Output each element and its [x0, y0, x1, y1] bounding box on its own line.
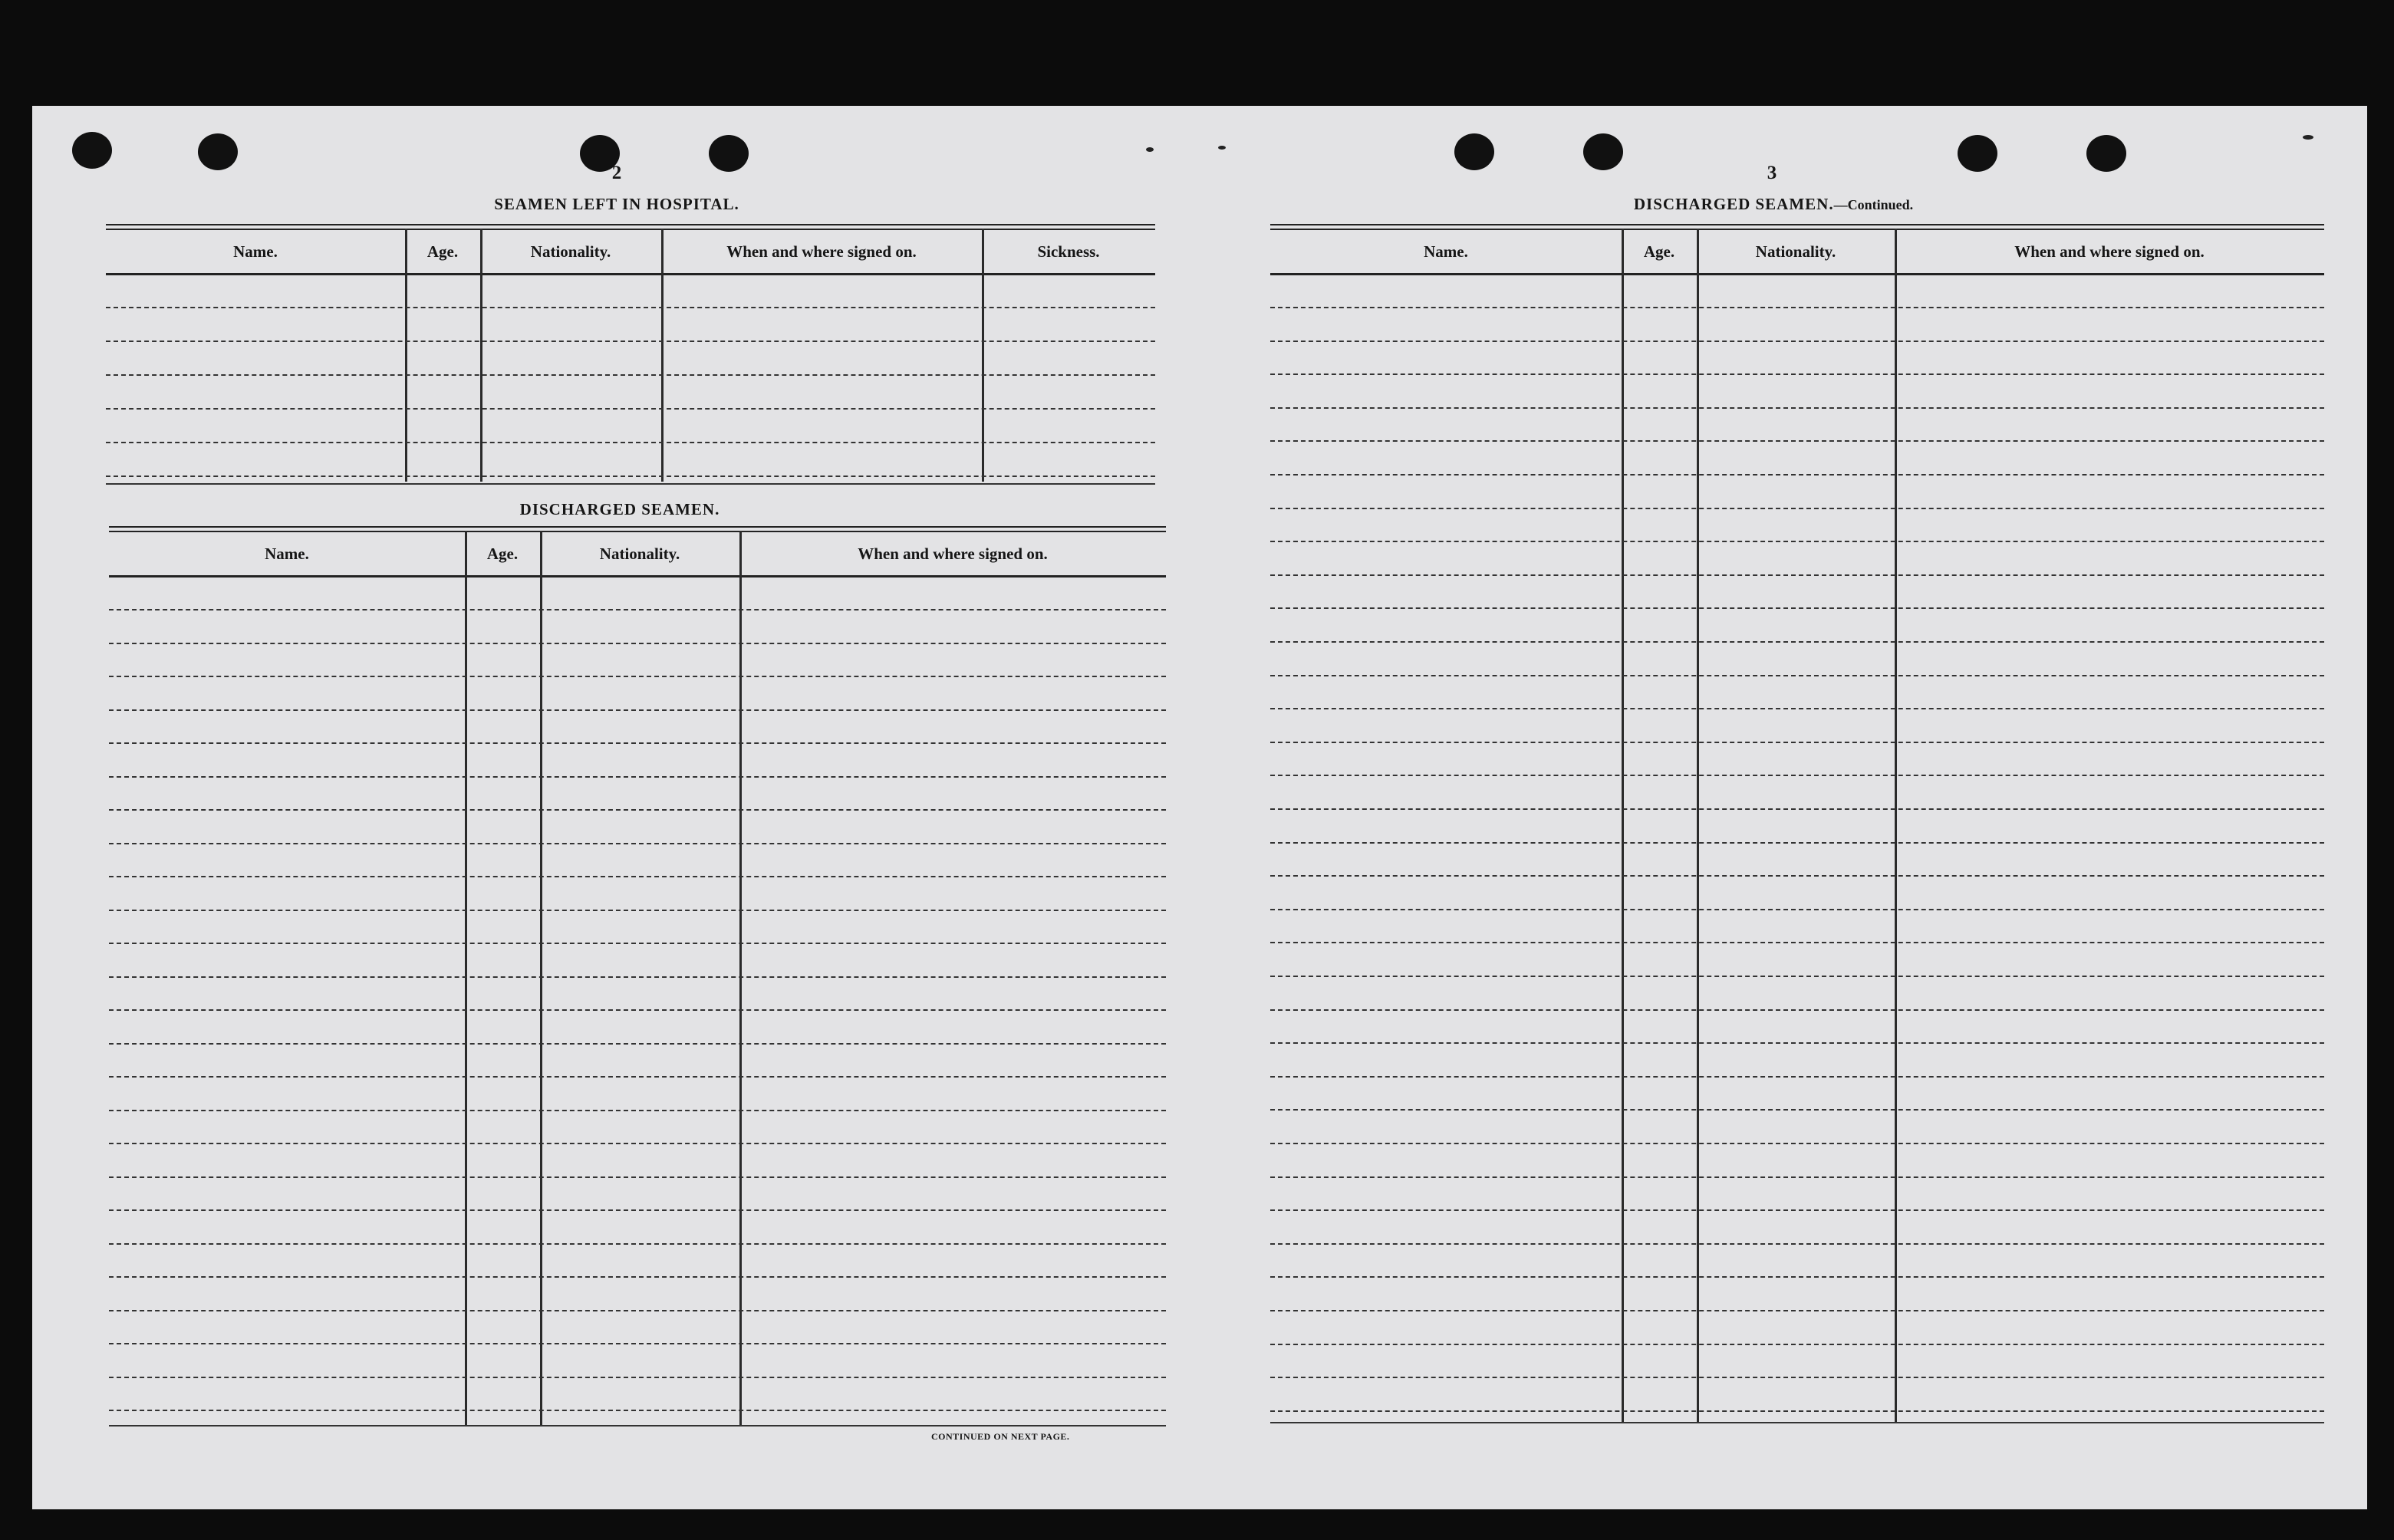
column-header-signed-on: When and where signed on. — [858, 545, 1048, 563]
entry-line — [106, 475, 1155, 477]
entry-line — [109, 742, 1166, 744]
entry-line — [106, 374, 1155, 376]
entry-line — [109, 876, 1166, 877]
column-divider — [661, 229, 664, 482]
header-top-rule — [106, 224, 1155, 230]
entry-line — [1270, 875, 2324, 877]
entry-line — [1270, 440, 2324, 442]
entry-line — [1270, 976, 2324, 977]
column-divider — [540, 531, 542, 1425]
punch-hole — [1583, 133, 1623, 170]
entry-line — [1270, 341, 2324, 342]
discharged-table-right — [1270, 224, 2324, 1426]
entry-line — [1270, 1009, 2324, 1011]
entry-line — [106, 307, 1155, 308]
entry-line — [1270, 1209, 2324, 1211]
column-header-nationality: Nationality. — [599, 545, 680, 563]
entry-line — [1270, 775, 2324, 776]
punch-hole — [709, 135, 749, 172]
entry-line — [1270, 1243, 2324, 1245]
ink-speck — [1146, 147, 1154, 152]
continued-note: CONTINUED ON NEXT PAGE. — [931, 1431, 1070, 1442]
entry-line — [1270, 1310, 2324, 1311]
entry-line — [109, 1143, 1166, 1144]
section-title-discharged-continued — [1634, 195, 1913, 214]
entry-line — [109, 1043, 1166, 1045]
entry-line — [1270, 1377, 2324, 1378]
column-header-name: Name. — [1424, 242, 1468, 261]
entry-line — [1270, 474, 2324, 475]
entry-line — [1270, 1276, 2324, 1278]
entry-line — [109, 1110, 1166, 1111]
punch-hole — [198, 133, 238, 170]
entry-line — [106, 442, 1155, 443]
section-title-hospital: SEAMEN LEFT IN HOSPITAL. — [494, 195, 739, 213]
entry-line — [1270, 808, 2324, 810]
punch-hole — [1454, 133, 1494, 170]
column-header-age: Age. — [426, 242, 459, 261]
discharged-table-left — [109, 526, 1166, 1430]
entry-line — [1270, 708, 2324, 709]
page-number: 3 — [1767, 163, 1777, 183]
header-top-rule — [1270, 224, 2324, 230]
entry-line — [1270, 574, 2324, 576]
column-header-signed-on: When and where signed on. — [2014, 242, 2205, 261]
entry-line — [1270, 842, 2324, 844]
section-title-discharged: DISCHARGED SEAMEN. — [519, 500, 720, 518]
ink-speck — [1218, 146, 1226, 150]
page-number: 2 — [611, 163, 622, 183]
table-bottom-rule — [106, 483, 1155, 485]
entry-line — [109, 976, 1166, 978]
entry-line — [1270, 641, 2324, 643]
table-bottom-rule — [109, 1425, 1166, 1426]
document-sheet — [32, 106, 2367, 1509]
entry-line — [109, 843, 1166, 844]
column-header-age: Age. — [1643, 242, 1675, 261]
entry-line — [109, 1310, 1166, 1311]
column-divider — [982, 229, 984, 482]
entry-line — [109, 1176, 1166, 1178]
entry-line — [1270, 1109, 2324, 1111]
punch-hole — [1958, 135, 1997, 172]
entry-line — [109, 1410, 1166, 1411]
entry-line — [1270, 407, 2324, 409]
entry-line — [109, 943, 1166, 944]
entry-line — [109, 1076, 1166, 1078]
hospital-table — [106, 224, 1155, 488]
entry-line — [109, 1276, 1166, 1278]
entry-line — [1270, 373, 2324, 375]
ink-speck — [2303, 135, 2313, 140]
entry-line — [1270, 607, 2324, 609]
entry-line — [109, 776, 1166, 778]
entry-line — [1270, 1344, 2324, 1345]
entry-line — [1270, 1176, 2324, 1178]
column-divider — [405, 229, 407, 482]
entry-line — [1270, 541, 2324, 542]
column-divider — [739, 531, 742, 1425]
entry-line — [1270, 675, 2324, 676]
section-title-text: DISCHARGED SEAMEN. — [1633, 195, 1834, 213]
header-bottom-rule — [1270, 273, 2324, 275]
entry-line — [1270, 742, 2324, 743]
entry-line — [1270, 1042, 2324, 1044]
column-header-nationality: Nationality. — [530, 242, 611, 261]
column-header-name: Name. — [265, 545, 309, 563]
entry-line — [1270, 909, 2324, 910]
entry-line — [1270, 942, 2324, 943]
entry-line — [1270, 307, 2324, 308]
entry-line — [106, 408, 1155, 410]
entry-line — [1270, 1410, 2324, 1412]
header-top-rule — [109, 526, 1166, 532]
entry-line — [109, 676, 1166, 677]
entry-line — [1270, 1076, 2324, 1078]
punch-hole — [2086, 135, 2126, 172]
entry-line — [109, 609, 1166, 610]
entry-line — [109, 1243, 1166, 1245]
column-divider — [465, 531, 467, 1425]
column-header-nationality: Nationality. — [1755, 242, 1836, 261]
punch-hole — [72, 132, 112, 169]
entry-line — [1270, 508, 2324, 509]
entry-line — [109, 709, 1166, 711]
entry-line — [109, 809, 1166, 811]
column-header-name: Name. — [233, 242, 278, 261]
entry-line — [109, 1377, 1166, 1378]
header-bottom-rule — [109, 575, 1166, 578]
section-title-suffix: —Continued. — [1833, 197, 1914, 212]
column-divider — [480, 229, 482, 482]
entry-line — [109, 1009, 1166, 1011]
entry-line — [109, 643, 1166, 644]
column-header-age: Age. — [486, 545, 519, 563]
entry-line — [109, 910, 1166, 911]
header-bottom-rule — [106, 273, 1155, 275]
entry-line — [109, 1343, 1166, 1344]
entry-line — [1270, 1143, 2324, 1144]
entry-line — [106, 341, 1155, 342]
column-header-sickness: Sickness. — [1037, 242, 1100, 261]
entry-line — [109, 1209, 1166, 1211]
table-bottom-rule — [1270, 1422, 2324, 1423]
column-header-signed-on: When and where signed on. — [726, 242, 917, 261]
